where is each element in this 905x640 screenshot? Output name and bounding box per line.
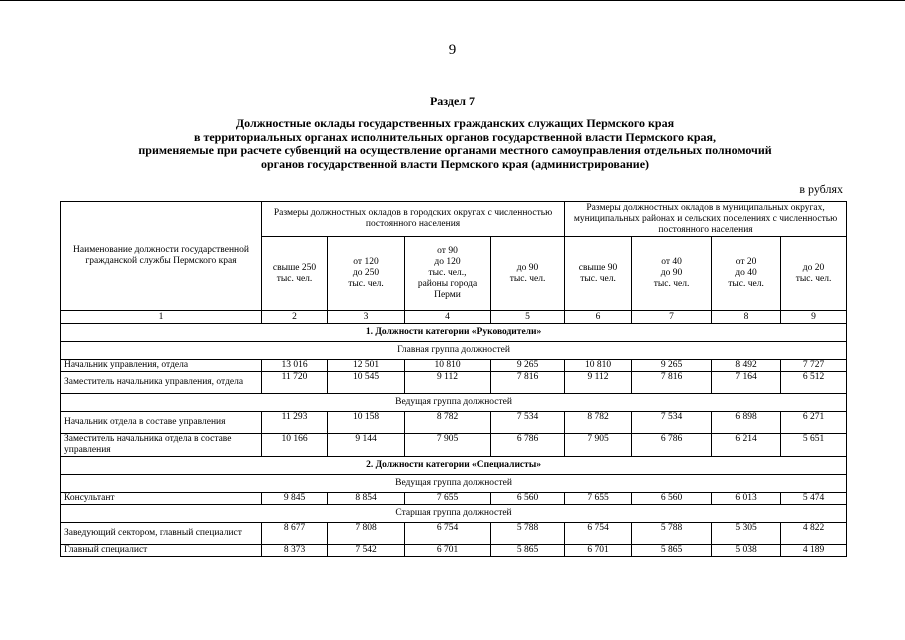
salary-value: 6 754 bbox=[405, 523, 491, 545]
header-population-6 bbox=[632, 237, 712, 311]
salary-table-wrapper bbox=[60, 201, 846, 557]
salary-value: 4 189 bbox=[781, 545, 847, 557]
salary-value: 8 373 bbox=[262, 545, 328, 557]
category-title: 1. Должности категории «Руководители» bbox=[61, 324, 847, 342]
salary-value: 7 542 bbox=[328, 545, 405, 557]
salary-value: 6 214 bbox=[712, 434, 781, 457]
group-title: Главная группа должностей bbox=[61, 342, 847, 360]
column-number: 7 bbox=[632, 311, 712, 324]
column-number: 9 bbox=[781, 311, 847, 324]
salary-value: 6 560 bbox=[491, 493, 565, 505]
header-population-2 bbox=[328, 237, 405, 311]
section-title: Раздел 7 bbox=[429, 94, 476, 108]
salary-value: 6 898 bbox=[712, 412, 781, 434]
salary-value: 7 164 bbox=[712, 372, 781, 394]
group-row bbox=[61, 394, 847, 412]
salary-value: 5 788 bbox=[491, 523, 565, 545]
salary-value: 7 655 bbox=[565, 493, 632, 505]
header-urban-districts: Размеры должностных окладов в городских округах с численностью постоянного населения bbox=[262, 202, 565, 237]
table-row bbox=[61, 434, 847, 457]
header-row-groups bbox=[61, 202, 847, 237]
salary-value: 12 501 bbox=[328, 360, 405, 372]
salary-value: 5 305 bbox=[712, 523, 781, 545]
salary-value: 7 905 bbox=[565, 434, 632, 457]
salary-value: 11 720 bbox=[262, 372, 328, 394]
salary-value: 5 788 bbox=[632, 523, 712, 545]
column-number: 1 bbox=[61, 311, 262, 324]
salary-value: 5 865 bbox=[491, 545, 565, 557]
header-population-line: тыс. чел. bbox=[276, 273, 313, 284]
group-row bbox=[61, 505, 847, 523]
header-population-line: до 250 bbox=[352, 268, 380, 278]
group-title: Старшая группа должностей bbox=[61, 505, 847, 523]
header-population-line: тыс. чел. bbox=[580, 273, 616, 284]
salary-value: 9 112 bbox=[565, 372, 632, 394]
salary-value: 11 293 bbox=[262, 412, 328, 434]
salary-value: 6 786 bbox=[632, 434, 712, 457]
header-population-line: тыс. чел. bbox=[509, 273, 546, 284]
salary-value: 10 810 bbox=[405, 360, 491, 372]
column-number: 3 bbox=[328, 311, 405, 324]
table-row bbox=[61, 523, 847, 545]
salary-value: 13 016 bbox=[262, 360, 328, 372]
salary-value: 5 038 bbox=[712, 545, 781, 557]
header-population-line: от 40 bbox=[661, 257, 682, 267]
heading-line: применяемые при расчете субвенций на осуществление органами местного самоуправления отдельных полномочий bbox=[138, 143, 772, 157]
position-name: Консультант bbox=[61, 493, 262, 505]
group-row bbox=[61, 475, 847, 493]
salary-value: 6 512 bbox=[781, 372, 847, 394]
category-row bbox=[61, 457, 847, 475]
table-row bbox=[61, 372, 847, 394]
position-name: Начальник управления, отдела bbox=[61, 360, 262, 372]
position-name: Главный специалист bbox=[61, 545, 262, 557]
salary-value: 5 474 bbox=[781, 493, 847, 505]
heading-line: органов государственной власти Пермского края (администрирование) bbox=[260, 156, 650, 171]
salary-value: 8 492 bbox=[712, 360, 781, 372]
heading-line: в территориальных органах исполнительных органов государственной власти Пермского края, bbox=[193, 129, 717, 144]
header-population-line: тыс. чел. bbox=[728, 279, 764, 289]
header-population-line: до 90 bbox=[516, 262, 539, 273]
column-number: 4 bbox=[405, 311, 491, 324]
table-row bbox=[61, 545, 847, 557]
header-population-line: тыс. чел. bbox=[795, 273, 832, 284]
salary-value: 7 534 bbox=[632, 412, 712, 434]
salary-value: 6 701 bbox=[565, 545, 632, 557]
header-municipal-districts: Размеры должностных окладов в муниципальных округах, муниципальных районах и сельских поселениях с численностью постоянного населения bbox=[565, 202, 847, 237]
header-population-line: до 120 bbox=[434, 257, 461, 267]
group-title: Ведущая группа должностей bbox=[61, 394, 847, 412]
salary-value: 6 560 bbox=[632, 493, 712, 505]
salary-value: 4 822 bbox=[781, 523, 847, 545]
document-heading bbox=[60, 117, 850, 171]
salary-value: 9 144 bbox=[328, 434, 405, 457]
header-population-line: районы города bbox=[417, 279, 478, 289]
column-number: 2 bbox=[262, 311, 328, 324]
salary-value: 7 808 bbox=[328, 523, 405, 545]
salary-value: 9 265 bbox=[491, 360, 565, 372]
salary-value: 7 534 bbox=[491, 412, 565, 434]
group-title: Ведущая группа должностей bbox=[61, 475, 847, 493]
category-row bbox=[61, 324, 847, 342]
salary-value: 9 112 bbox=[405, 372, 491, 394]
salary-value: 6 013 bbox=[712, 493, 781, 505]
position-name: Начальник отдела в составе управления bbox=[61, 412, 262, 434]
salary-value: 8 854 bbox=[328, 493, 405, 505]
header-population-5 bbox=[565, 237, 632, 311]
column-number: 6 bbox=[565, 311, 632, 324]
currency-note: в рублях bbox=[799, 182, 843, 196]
salary-value: 7 727 bbox=[781, 360, 847, 372]
header-population-line: Перми bbox=[434, 290, 461, 300]
header-population-line: до 90 bbox=[660, 268, 683, 278]
salary-table-body bbox=[61, 202, 847, 557]
page-number: 9 bbox=[448, 42, 457, 58]
salary-value: 6 271 bbox=[781, 412, 847, 434]
header-population-line: от 90 bbox=[437, 246, 458, 256]
header-population-line: до 40 bbox=[735, 268, 757, 278]
header-row-column-numbers bbox=[61, 311, 847, 324]
group-row bbox=[61, 342, 847, 360]
category-title: 2. Должности категории «Специалисты» bbox=[61, 457, 847, 475]
salary-value: 7 816 bbox=[491, 372, 565, 394]
header-population-1 bbox=[262, 237, 328, 311]
salary-value: 8 677 bbox=[262, 523, 328, 545]
salary-value: 7 816 bbox=[632, 372, 712, 394]
column-number: 8 bbox=[712, 311, 781, 324]
salary-value: 5 651 bbox=[781, 434, 847, 457]
salary-value: 5 865 bbox=[632, 545, 712, 557]
header-population-7 bbox=[712, 237, 781, 311]
header-population-line: свыше 250 bbox=[272, 262, 317, 273]
position-name: Заместитель начальника управления, отдела bbox=[61, 372, 262, 394]
header-population-line: от 20 bbox=[735, 257, 757, 267]
salary-value: 10 545 bbox=[328, 372, 405, 394]
salary-value: 8 782 bbox=[565, 412, 632, 434]
header-population-line: до 20 bbox=[802, 262, 825, 273]
column-number: 5 bbox=[491, 311, 565, 324]
table-row bbox=[61, 493, 847, 505]
header-population-4 bbox=[491, 237, 565, 311]
header-population-line: тыс. чел. bbox=[348, 279, 384, 289]
salary-value: 6 701 bbox=[405, 545, 491, 557]
header-population-line: от 120 bbox=[353, 257, 379, 267]
salary-table bbox=[60, 201, 847, 557]
salary-value: 9 265 bbox=[632, 360, 712, 372]
top-rule bbox=[0, 0, 905, 1]
header-population-3 bbox=[405, 237, 491, 311]
salary-value: 10 166 bbox=[262, 434, 328, 457]
header-population-line: тыс. чел., bbox=[428, 268, 467, 278]
salary-value: 9 845 bbox=[262, 493, 328, 505]
header-population-8 bbox=[781, 237, 847, 311]
table-row bbox=[61, 360, 847, 372]
salary-value: 10 158 bbox=[328, 412, 405, 434]
position-name: Заместитель начальника отдела в составе управления bbox=[61, 434, 262, 457]
heading-line: Должностные оклады государственных гражданских служащих Пермского края bbox=[235, 116, 675, 130]
header-population-line: тыс. чел. bbox=[653, 279, 690, 289]
header-population-line: свыше 90 bbox=[578, 262, 618, 273]
salary-value: 7 905 bbox=[405, 434, 491, 457]
table-row bbox=[61, 412, 847, 434]
salary-value: 8 782 bbox=[405, 412, 491, 434]
salary-value: 6 786 bbox=[491, 434, 565, 457]
header-position-name: Наименование должности государственной гражданской службы Пермского края bbox=[61, 202, 262, 311]
salary-value: 10 810 bbox=[565, 360, 632, 372]
position-name: Заведующий сектором, главный специалист bbox=[61, 523, 262, 545]
salary-value: 6 754 bbox=[565, 523, 632, 545]
salary-value: 7 655 bbox=[405, 493, 491, 505]
